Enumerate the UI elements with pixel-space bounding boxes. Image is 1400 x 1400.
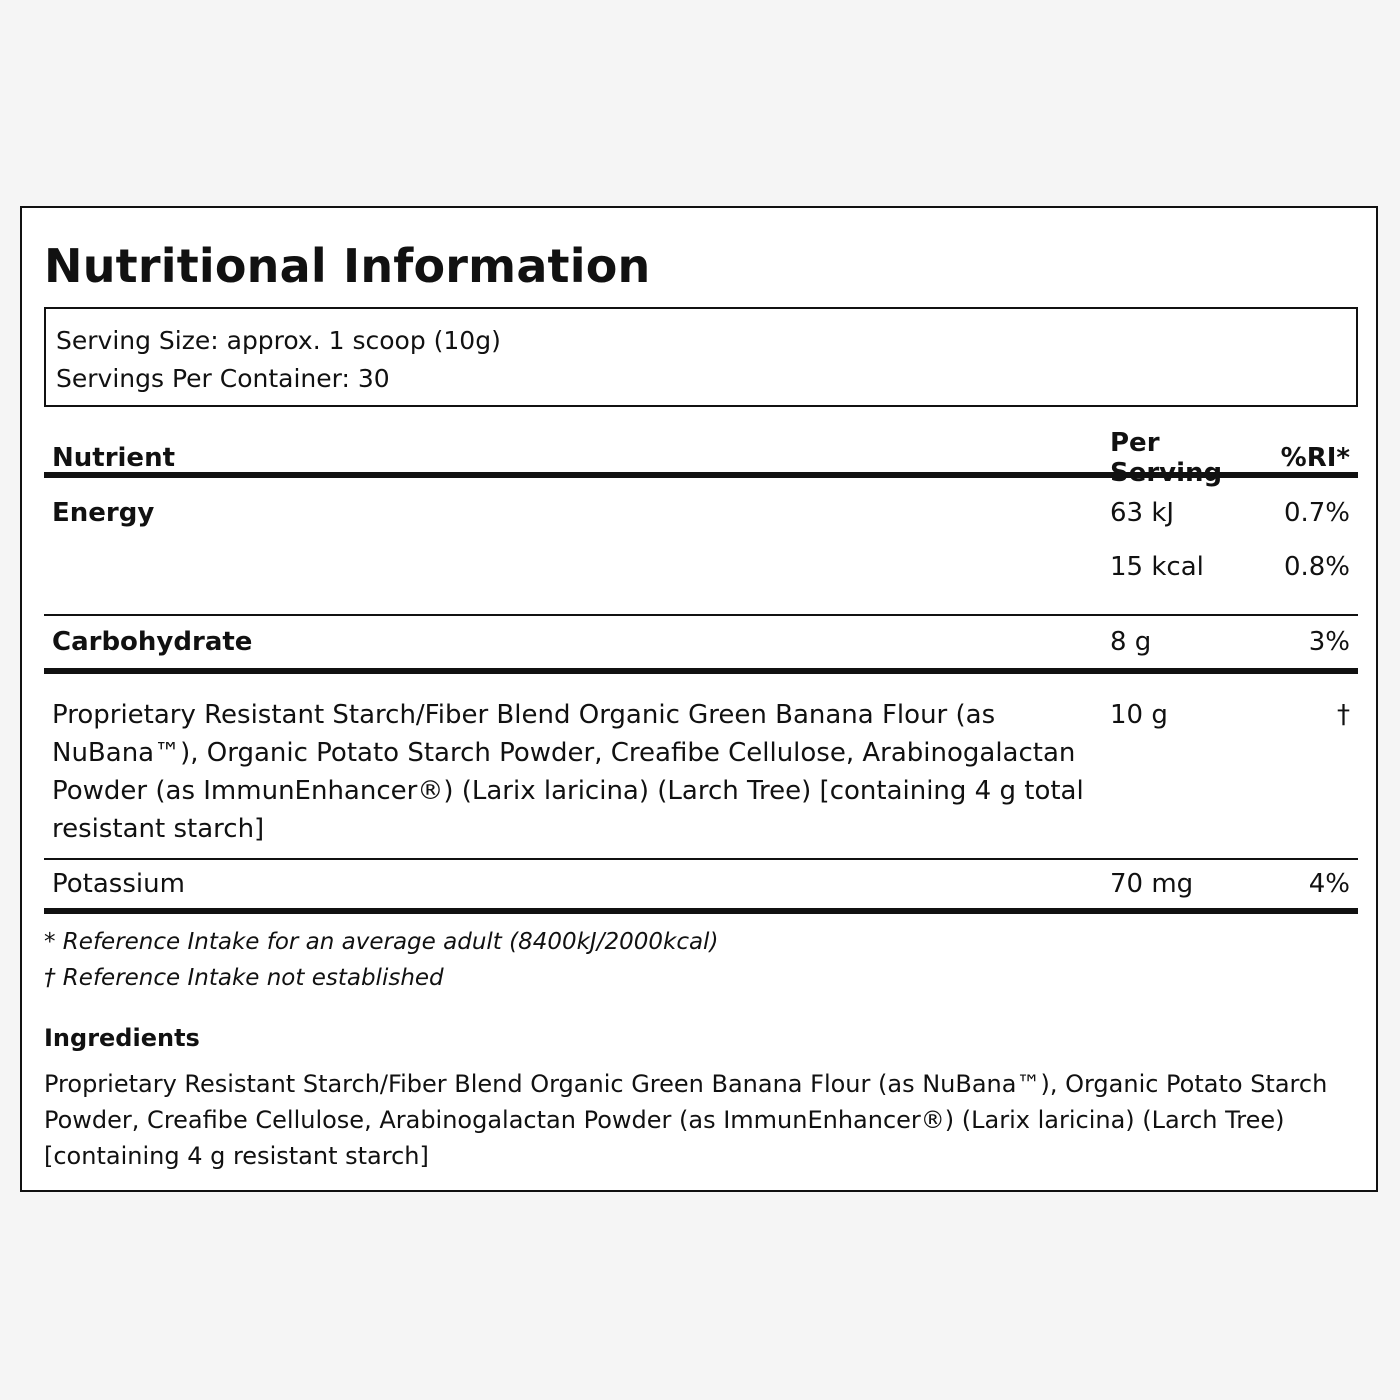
- nutrient-name: Potassium: [52, 869, 185, 899]
- ri-value: †: [1337, 700, 1350, 730]
- per-serving-amount: 70 mg: [1110, 869, 1194, 899]
- nutrition-panel: [20, 206, 1378, 1192]
- servings-per-container: Servings Per Container: 30: [56, 364, 390, 393]
- ri-value: 4%: [1308, 869, 1350, 899]
- table-header-row: [44, 428, 1358, 488]
- ri-value: 3%: [1308, 627, 1350, 657]
- per-serving-amount: 8 g: [1110, 627, 1152, 657]
- energy-kj-amount: 63 kJ: [1110, 498, 1175, 528]
- table-row-potassium: [44, 860, 1358, 914]
- energy-kcal-amount: 15 kcal: [1110, 552, 1204, 582]
- energy-kj-ri: 0.7%: [1283, 498, 1350, 528]
- table-row-fiber-blend: [44, 674, 1358, 860]
- column-header-ri: %RI*: [1280, 443, 1350, 473]
- per-serving-cell: [1110, 498, 1276, 606]
- nutrition-table: [44, 428, 1358, 914]
- ingredients-text: Proprietary Resistant Starch/Fiber Blend Organic Green Banana Flour (as NuBana™), Organic Potato Starch Powder, Creafibe Cellulose, Arabinogalactan Powder (as ImmunEnhancer®) (Larix laricina) (Larch Tree) [containing 4 g resistant starch]: [44, 1070, 1328, 1170]
- serving-size: Serving Size: approx. 1 scoop (10g): [56, 326, 501, 355]
- panel-title: Nutritional Information: [44, 239, 651, 293]
- energy-kcal-ri: 0.8%: [1283, 552, 1350, 582]
- nutrient-name: Proprietary Resistant Starch/Fiber Blend Organic Green Banana Flour (as NuBana™), Organic Potato Starch Powder, Creafibe Cellulose, Arabinogalactan Powder (as ImmunEnhancer®) (Larix laricina) (Larch Tree) [containing 4 g total resistant starch]: [52, 700, 1084, 844]
- table-row-carbohydrate: [44, 616, 1358, 674]
- footnote-not-established: † Reference Intake not established: [44, 965, 444, 991]
- nutrient-name: Carbohydrate: [52, 627, 253, 657]
- footnote-reference-intake: * Reference Intake for an average adult (8400kJ/2000kcal): [44, 929, 719, 955]
- per-serving-amount: 10 g: [1110, 700, 1168, 730]
- footnotes: [44, 924, 718, 996]
- nutrient-name: Energy: [52, 498, 155, 528]
- column-header-per-serving: Per Serving: [1110, 428, 1223, 488]
- table-row-energy: [44, 478, 1358, 616]
- ingredients-heading: Ingredients: [44, 1024, 200, 1052]
- column-header-nutrient: Nutrient: [52, 443, 176, 473]
- serving-info-box: [44, 307, 1358, 407]
- ri-cell: [1276, 498, 1350, 606]
